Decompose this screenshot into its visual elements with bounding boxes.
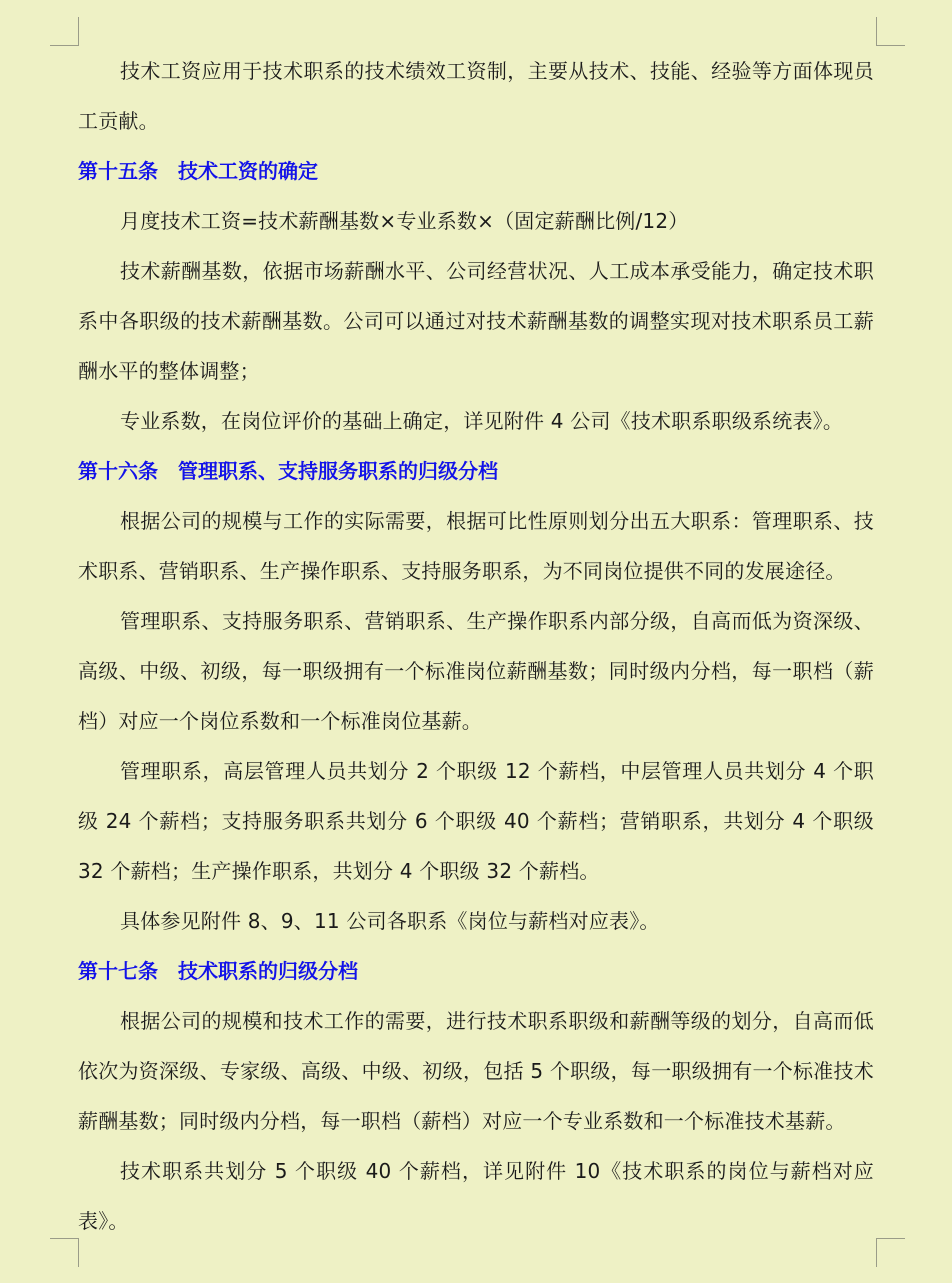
crop-mark-top-left — [50, 17, 79, 46]
heading-article-17: 第十七条 技术职系的归级分档 — [78, 959, 358, 983]
paragraph-coefficient: 专业系数，在岗位评价的基础上确定，详见附件 4 公司《技术职系职级系统表》。 — [120, 409, 844, 433]
heading-article-16: 第十六条 管理职系、支持服务职系的归级分档 — [78, 459, 498, 483]
crop-mark-bottom-right — [876, 1238, 905, 1267]
document-body — [78, 46, 874, 1246]
heading-article-15: 第十五条 技术工资的确定 — [78, 159, 318, 183]
paragraph-tech-grading: 根据公司的规模和技术工作的需要，进行技术职系职级和薪酬等级的划分，自高而低依次为资深级、专家级、高级、中级、初级，包括 5 个职级，每一职级拥有一个标准技术薪酬基数；同时级内分档，每一职档（薪档）对应一个专业系数和一个标准技术基薪。 — [78, 1009, 874, 1133]
crop-mark-bottom-left — [50, 1238, 79, 1267]
paragraph-base: 技术薪酬基数，依据市场薪酬水平、公司经营状况、人工成本承受能力，确定技术职系中各职级的技术薪酬基数。公司可以通过对技术薪酬基数的调整实现对技术职系员工薪酬水平的整体调整； — [78, 259, 874, 383]
paragraph-five-series: 根据公司的规模与工作的实际需要，根据可比性原则划分出五大职系：管理职系、技术职系、营销职系、生产操作职系、支持服务职系，为不同岗位提供不同的发展途径。 — [78, 509, 874, 583]
paragraph-levels: 管理职系，高层管理人员共划分 2 个职级 12 个薪档，中层管理人员共划分 4 个职级 24 个薪档；支持服务职系共划分 6 个职级 40 个薪档；营销职系，共划分 4 个职级 32 个薪档；生产操作职系，共划分 4 个职级 32 个薪档。 — [78, 759, 874, 883]
paragraph-tech-levels: 技术职系共划分 5 个职级 40 个薪档，详见附件 10《技术职系的岗位与薪档对应表》。 — [78, 1159, 874, 1233]
paragraph-attachment-ref: 具体参见附件 8、9、11 公司各职系《岗位与薪档对应表》。 — [120, 909, 660, 933]
paragraph-intro: 技术工资应用于技术职系的技术绩效工资制，主要从技术、技能、经验等方面体现员工贡献。 — [78, 59, 874, 133]
crop-mark-top-right — [876, 17, 905, 46]
paragraph-grading: 管理职系、支持服务职系、营销职系、生产操作职系内部分级，自高而低为资深级、高级、中级、初级，每一职级拥有一个标准岗位薪酬基数；同时级内分档，每一职档（薪档）对应一个岗位系数和一个标准岗位基薪。 — [78, 609, 874, 733]
paragraph-formula: 月度技术工资=技术薪酬基数×专业系数×（固定薪酬比例/12） — [120, 209, 689, 233]
